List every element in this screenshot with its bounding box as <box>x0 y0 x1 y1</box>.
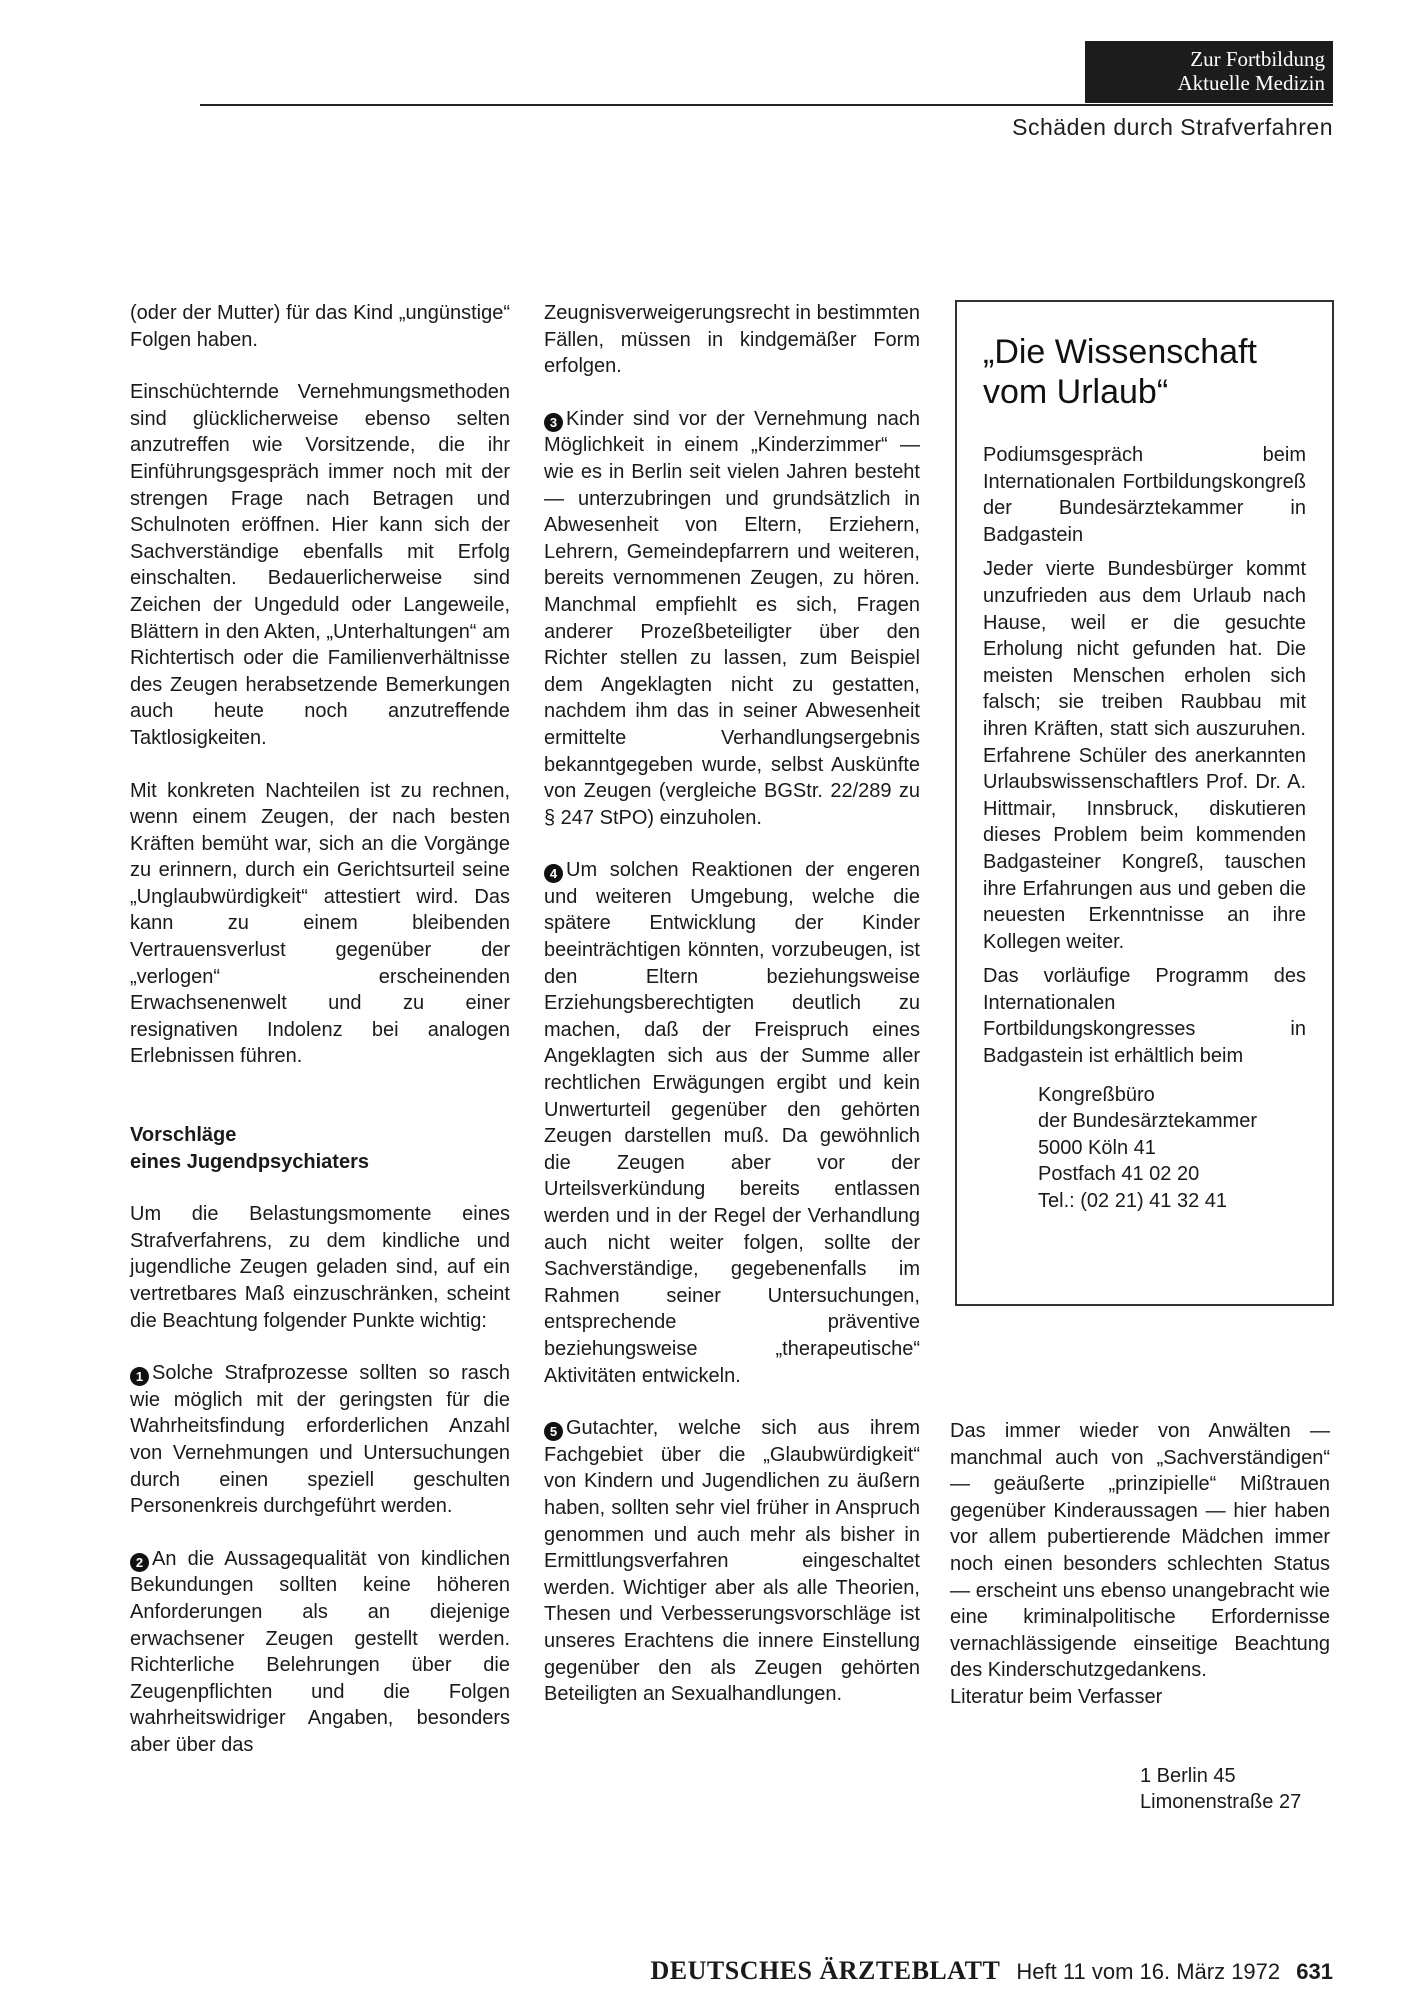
address-line: Kongreßbüro <box>1038 1083 1155 1106</box>
section-heading-line2: eines Jugendpsychiaters <box>130 1150 369 1173</box>
section-label <box>1085 41 1333 103</box>
literature-note: Literatur beim Verfasser <box>950 1685 1163 1708</box>
section-heading <box>130 1122 510 1175</box>
address-line: der Bundesärztekammer <box>1038 1110 1257 1133</box>
running-title: Schäden durch Strafverfahren <box>1012 114 1333 140</box>
address-line: 1 Berlin 45 <box>1140 1764 1236 1787</box>
list-item-text: Solche Strafprozesse sollten so rasch wie möglich mit der geringsten für die Wahrheitsfindung erforderlichen Anzahl von Vernehmungen und Untersuchungen durch einen speziell geschulten Personenkreis durchgeführt werden. <box>130 1362 510 1518</box>
paragraph: Einschüchternde Vernehmungsmethoden sind glücklicherweise ebenso selten anzutreffen wie Vorsitzende, die ihr Einführungsgespräch immer noch mit der strengen Frage nach Betragen und Schulnoten eröffnen. Hier kann sich der Sachverständige ebenfalls mit Erfolg einschalten. Bedauerlicherweise sind Zeichen der Ungeduld oder Langeweile, Blättern in den Akten, „Unterhaltungen“ am Richtertisch oder die Familienverhältnisse des Zeugen herabsetzende Bemerkungen auch heute noch anzutreffende Taktlosigkeiten. <box>130 381 510 749</box>
list-item-text: Um solchen Reaktionen der engeren und weiteren Umgebung, welche die spätere Entwicklung der Kinder beeinträchtigen könnten, vorzubeugen, ist den Eltern beziehungsweise Erziehungsberechtigten deutlich zu machen, daß der Freispruch eines Angeklagten sich aus der Summe aller rechtlichen Erwägungen ergibt und kein Unwerturteil gegenüber den gehörten Zeugen darstellen muß. Da gewöhnlich die Zeugen aber vor der Urteilsverkündung bereits entlassen werden und in der Regel der Verhandlung auch nicht weiter folgen, sollte der Sachverständige, gegebenenfalls im Rahmen seiner Untersuchungen, entsprechende präventive beziehungsweise „therapeutische“ Aktivitäten entwickeln. <box>544 859 920 1387</box>
author-address <box>950 1763 1330 1816</box>
phone-number: Tel.: (02 21) 41 32 41 <box>1038 1190 1228 1213</box>
announcement-intro: Podiumsgespräch beim Internationalen Fortbildungskongreß der Bundesärztekammer in Badgastein <box>983 444 1306 546</box>
list-item <box>544 857 920 1389</box>
section-heading-line1: Vorschläge <box>130 1124 237 1147</box>
list-item <box>130 1360 510 1520</box>
list-item-text: Kinder sind vor der Vernehmung nach Möglichkeit in einem „Kinderzimmer“ — wie es in Berlin seit vielen Jahren besteht — unterzubringen und grundsätzlich in Abwesenheit von Eltern, Erziehern, Lehrern, Gemeindepfarrern und weiteren, bereits vernommenen Zeugen, zu hören. Manchmal empfiehlt es sich, Fragen anderer Prozeßbeteiligter über den Richter stellen zu lassen, zum Beispiel dem Angeklagten nicht zu gestatten, nachdem ihm das in seiner Abwesenheit ermittelte Verhandlungsergebnis bekanntgegeben wurde, selbst Auskünfte von Zeugen (vergleiche BGStr. 22/289 zu § 247 StPO) einzuholen. <box>544 407 920 829</box>
issue-info: Heft 11 vom 16. März 1972 <box>1016 1959 1281 1984</box>
paragraph: Das immer wieder von Anwälten — manchmal auch von „Sachverständigen“ — geäußerte „prinzipielle“ Mißtrauen gegenüber Kinderaussagen — hier haben vor allem pubertierende Mädchen immer noch einen besonders schlechten Status — erscheint uns ebenso unangebracht wie eine kriminalpolitische Erfordernisse vernachlässigende einseitige Beachtung des Kinderschutzgedankens. <box>950 1420 1330 1682</box>
announcement-box <box>955 300 1334 1306</box>
header-rule <box>200 104 1333 106</box>
paragraph: Mit konkreten Nachteilen ist zu rechnen, wenn einem Zeugen, der nach besten Kräften bemüht war, sich an die Vorgänge zu erinnern, durch ein Gerichtsurteil seine „Unglaubwürdigkeit“ attestiert wird. Das kann zu einem bleibenden Vertrauensverlust gegenüber der „verlogen“ erscheinenden Erwachsenenwelt und zu einer resignativen Indolenz bei analogen Erlebnissen führen. <box>130 779 510 1068</box>
list-item <box>544 1415 920 1708</box>
address-line: Postfach 41 02 20 <box>1038 1163 1200 1186</box>
number-1-icon: 1 <box>130 1367 149 1386</box>
address-line: Limonenstraße 27 <box>1140 1791 1302 1814</box>
page-number: 631 <box>1296 1959 1333 1984</box>
list-item <box>544 406 920 832</box>
list-item-text: Gutachter, welche sich aus ihrem Fachgebiet über die „Glaubwürdigkeit“ von Kindern und Jugendlichen zu äußern haben, sollten sehr viel früher in Anspruch genommen und auch mehr als bisher in Ermittlungsverfahren eingeschaltet werden. Wichtiger aber als alle Theorien, Thesen und Verbesserungsvorschläge ist unseres Erachtens die innere Einstellung gegenüber den als Zeugen gehörten Beteiligten an Sexualhandlungen. <box>544 1417 920 1706</box>
announcement-availability: Das vorläufige Programm des Internationalen Fortbildungskongresses in Badgastein ist erhältlich beim <box>983 965 1306 1068</box>
contact-address <box>983 1082 1306 1215</box>
journal-name: DEUTSCHES ÄRZTEBLATT <box>650 1956 1001 1985</box>
number-2-icon: 2 <box>130 1553 149 1572</box>
column-middle <box>544 300 920 1708</box>
list-item-text: An die Aussagequalität von kindlichen Bekundungen sollten keine höheren Anforderungen als an diejenige erwachsener Zeugen gestellt werden. Richterliche Belehrungen über die Zeugenpflichten und die Folgen wahrheitswidriger Angaben, besonders aber über das <box>130 1547 510 1756</box>
number-3-icon: 3 <box>544 413 563 432</box>
paragraph: Zeugnisverweigerungsrecht in bestimmten Fällen, müssen in kindgemäßer Form erfolgen. <box>544 302 920 378</box>
paragraph: Um die Belastungsmomente eines Strafverfahrens, zu dem kindliche und jugendliche Zeugen geladen sind, auf ein vertretbares Maß einzuschränken, scheint die Beachtung folgender Punkte wichtig: <box>130 1203 510 1332</box>
number-4-icon: 4 <box>544 864 563 883</box>
column-left <box>130 300 510 1759</box>
section-label-line1: Zur Fortbildung <box>1190 47 1325 71</box>
announcement-title: „Die Wissenschaft vom Urlaub“ <box>983 333 1257 411</box>
page-footer <box>651 1956 1334 1986</box>
column-right <box>950 1418 1330 1816</box>
list-item <box>130 1546 510 1759</box>
number-5-icon: 5 <box>544 1422 563 1441</box>
address-line: 5000 Köln 41 <box>1038 1136 1156 1159</box>
paragraph: (oder der Mutter) für das Kind „ungünstige“ Folgen haben. <box>130 302 510 351</box>
section-label-line2: Aktuelle Medizin <box>1177 71 1325 95</box>
announcement-body: Jeder vierte Bundesbürger kommt unzufrieden aus dem Urlaub nach Hause, weil er die gesuchte Erholung nicht gefunden hat. Die meisten Menschen erholen sich falsch; sie treiben Raubbau mit ihren Kräften, statt sich auszuruhen. Erfahrene Schüler des anerkannten Urlaubswissenschaftlers Prof. Dr. A. Hittmair, Innsbruck, diskutieren dieses Problem beim kommenden Badgasteiner Kongreß, tauschen ihre Erfahrungen aus und geben die neuesten Erkenntnisse an ihre Kollegen weiter. <box>983 558 1306 953</box>
